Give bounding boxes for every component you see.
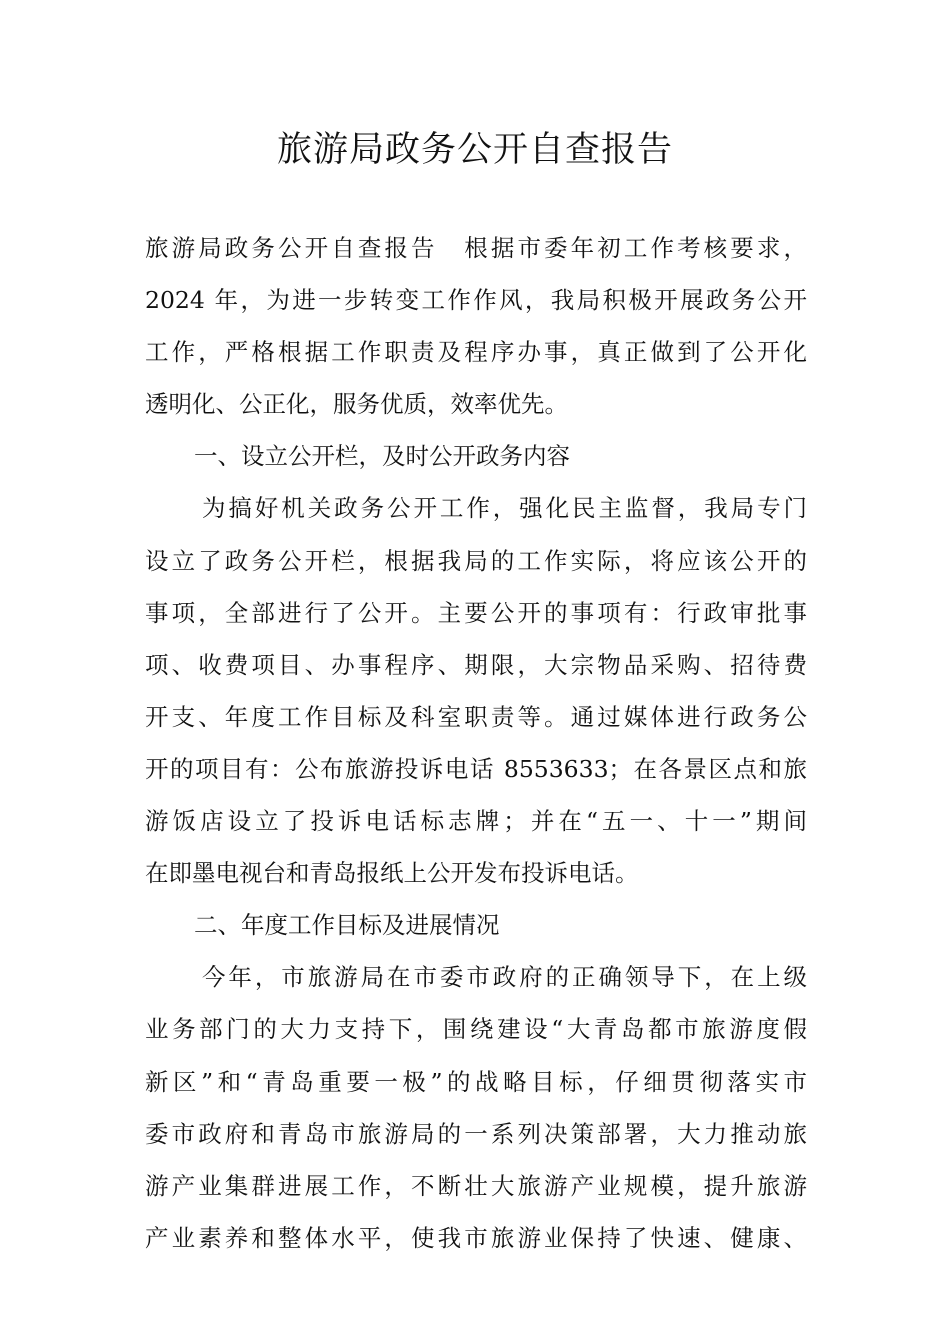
text-line: 今年，市旅游局在市委市政府的正确领导下，在上级: [202, 963, 807, 992]
text-line: 游产业集群进展工作，不断壮大旅游产业规模，提升旅游: [145, 1171, 807, 1200]
document-title: 旅游局政务公开自查报告: [276, 130, 673, 170]
text-line: 开支、年度工作目标及科室职责等。通过媒体进行政务公: [145, 702, 807, 731]
text-line: 旅游局政务公开自查报告 根据市委年初工作考核要求，: [145, 234, 807, 262]
section-heading-2: 二、年度工作目标及进展情况: [194, 911, 500, 940]
text-line: 新区”和“青岛重要一极”的战略目标，仔细贯彻落实市: [145, 1067, 807, 1096]
text-line: 工作，严格根据工作职责及程序办事，真正做到了公开化: [145, 338, 807, 367]
text-line: 在即墨电视台和青岛报纸上公开发布投诉电话。: [145, 859, 639, 888]
text-line: 事项，全部进行了公开。主要公开的事项有：行政审批事: [145, 598, 807, 627]
text-line: 业务部门的大力支持下，围绕建设“大青岛都市旅游度假: [145, 1015, 807, 1044]
text-line: 委市政府和青岛市旅游局的一系列决策部署，大力推动旅: [145, 1119, 807, 1148]
text-line: 透明化、公正化，服务优质，效率优先。: [145, 390, 568, 419]
text-line: 2024 年，为进一步转变工作作风，我局积极开展政务公开: [145, 286, 807, 315]
section-heading-1: 一、设立公开栏，及时公开政务内容: [194, 442, 570, 471]
text-line: 为搞好机关政务公开工作，强化民主监督，我局专门: [202, 494, 807, 523]
text-line: 游饭店设立了投诉电话标志牌；并在“五一、十一”期间: [145, 807, 807, 836]
document-body: [145, 222, 807, 1264]
text-line: 开的项目有：公布旅游投诉电话 8553633；在各景区点和旅: [145, 754, 807, 783]
text-line: 项、收费项目、办事程序、期限，大宗物品采购、招待费: [145, 650, 807, 679]
text-line: 产业素养和整体水平，使我市旅游业保持了快速、健康、: [145, 1223, 807, 1252]
text-line: 设立了政务公开栏，根据我局的工作实际，将应该公开的: [145, 546, 807, 575]
